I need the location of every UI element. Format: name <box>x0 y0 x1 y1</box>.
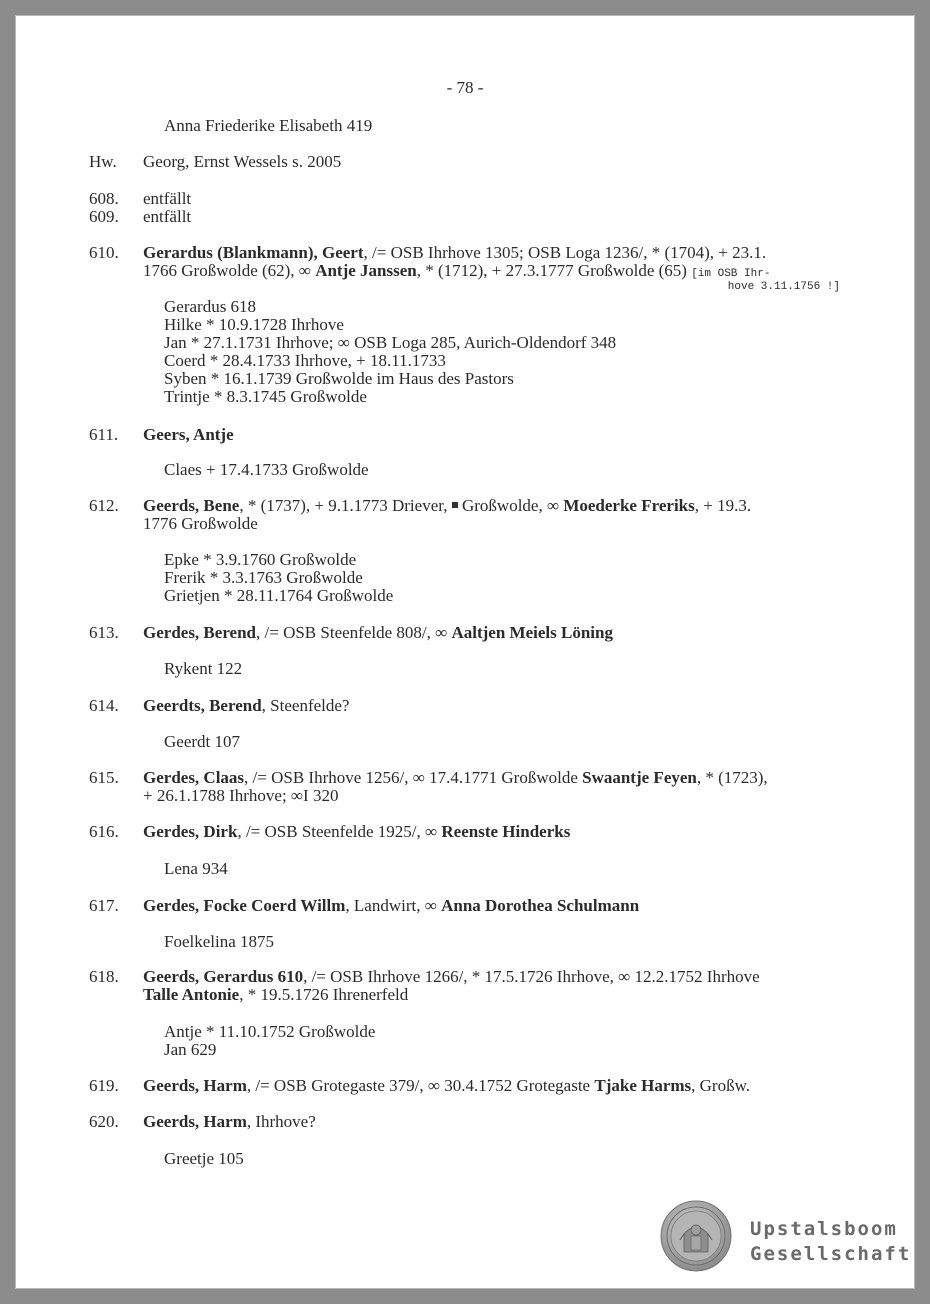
entry-618-child: Jan 629 <box>164 1040 217 1059</box>
entry-618-name: Geerds, Gerardus 610 <box>143 967 304 986</box>
entry-610-name: Gerardus (Blankmann), Geert <box>143 243 364 262</box>
entry-613-number: 613. <box>89 623 119 642</box>
entry-616-spouse: Reenste Hinderks <box>441 822 571 841</box>
entry-617-spouse: Anna Dorothea Schulmann <box>441 896 640 915</box>
entry-610-child: Hilke * 10.9.1728 Ihrhove <box>164 315 344 334</box>
entry-610-note: [im OSB Ihr- <box>691 268 771 280</box>
entry-615-number: 615. <box>89 768 119 787</box>
entry-615-spouse: Swaantje Feyen <box>582 768 697 787</box>
entry-617-number: 617. <box>89 896 119 915</box>
entry-616-number: 616. <box>89 822 119 841</box>
entry-610-spouse: Antje Janssen <box>315 261 417 280</box>
entry-614-child: Geerdt 107 <box>164 732 241 751</box>
entry-617-name: Gerdes, Focke Coerd Willm <box>143 896 346 915</box>
entry-618: Geerds, Gerardus 610, /= OSB Ihrhove 1266/, * 17.5.1726 Ihrhove, ∞ 12.2.1752 Ihrhove Talle Antonie, * 19.5.1726 Ihrenerfeld <box>143 967 760 1004</box>
entry-608-number: 608. <box>89 189 119 208</box>
seal-logo-icon <box>660 1200 732 1272</box>
entry-610-child: Coerd * 28.4.1733 Ihrhove, + 18.11.1733 <box>164 351 446 370</box>
entry-616-child: Lena 934 <box>164 859 228 878</box>
entry-611 <box>143 426 848 444</box>
entry-619-number: 619. <box>89 1076 119 1095</box>
entry-611-child: Claes + 17.4.1733 Großwolde <box>164 460 369 479</box>
entry-614-name: Geerdts, Berend <box>143 696 262 715</box>
entry-618-child: Antje * 11.10.1752 Großwolde <box>164 1022 376 1041</box>
entry-612-child: Grietjen * 28.11.1764 Großwolde <box>164 586 394 605</box>
entry-612-name: Geerds, Bene <box>143 496 240 515</box>
header-child: Anna Friederike Elisabeth 419 <box>164 116 373 135</box>
entry-610-child: Jan * 27.1.1731 Ihrhove; ∞ OSB Loga 285, Aurich-Oldendorf 348 <box>164 333 617 352</box>
entry-620-number: 620. <box>89 1112 119 1131</box>
entry-612-number: 612. <box>89 496 119 515</box>
entry-612-spouse: Moederke Freriks <box>563 496 695 515</box>
entry-610-child: Syben * 16.1.1739 Großwolde im Haus des Pastors <box>164 369 514 388</box>
entry-609-number: 609. <box>89 207 119 226</box>
entry-611-number: 611. <box>89 425 119 444</box>
entry-610-child: Trintje * 8.3.1745 Großwolde <box>164 387 367 406</box>
entry-612: Geerds, Bene, * (1737), + 9.1.1773 Driever, Großwolde, ∞ Moederke Freriks, + 19.3. 1776 Großwolde <box>143 496 752 533</box>
entry-619-name: Geerds, Harm <box>143 1076 247 1095</box>
entry-619: Geerds, Harm, /= OSB Grotegaste 379/, ∞ 30.4.1752 Grotegaste Tjake Harms, Großw. <box>143 1076 751 1095</box>
entry-620-name: Geerds, Harm <box>143 1112 247 1131</box>
entry-611-name: Geers, Antje <box>143 425 234 444</box>
entry-610-number: 610. <box>89 243 119 262</box>
hw-label: Hw. <box>89 152 117 171</box>
entry-615-name: Gerdes, Claas <box>143 768 245 787</box>
entry-613: Gerdes, Berend, /= OSB Steenfelde 808/, ∞ Aaltjen Meiels Löning <box>143 623 613 642</box>
logo-line1: Upstalsboom <box>750 1218 898 1240</box>
entry-617-child: Foelkelina 1875 <box>164 932 275 951</box>
entry-612-child: Epke * 3.9.1760 Großwolde <box>164 550 357 569</box>
entry-615: Gerdes, Claas, /= OSB Ihrhove 1256/, ∞ 17.4.1771 Großwolde Swaantje Feyen, * (1723), + 26.1.1788 Ihrhove; ∞I 320 <box>143 768 768 805</box>
entry-610-note-cont: hove 3.11.1756 !] <box>727 281 840 293</box>
entry-612-child: Frerik * 3.3.1763 Großwolde <box>164 568 363 587</box>
entry-620: Geerds, Harm, Ihrhove? <box>143 1112 316 1131</box>
entry-618-spouse: Talle Antonie <box>143 985 240 1004</box>
entry-608-text: entfällt <box>143 189 192 208</box>
entry-610-child: Gerardus 618 <box>164 297 257 316</box>
entry-613-spouse: Aaltjen Meiels Löning <box>451 623 613 642</box>
entry-610: Gerardus (Blankmann), Geert, /= OSB Ihrhove 1305; OSB Loga 1236/, * (1704), + 23.1. 1766 Großwolde (62), ∞ Antje Janssen, * (1712), + 27.3.1777 Großwolde (65) [im OSB Ihr- <box>143 243 771 280</box>
logo-line2: Gesellschaft <box>750 1243 912 1265</box>
page-number: - 78 - <box>446 78 484 97</box>
entry-613-name: Gerdes, Berend <box>143 623 257 642</box>
entry-618-number: 618. <box>89 967 119 986</box>
entry-616-name: Gerdes, Dirk <box>143 822 238 841</box>
entry-613-child: Rykent 122 <box>164 659 243 678</box>
entry-617: Gerdes, Focke Coerd Willm, Landwirt, ∞ Anna Dorothea Schulmann <box>143 896 640 915</box>
entry-616: Gerdes, Dirk, /= OSB Steenfelde 1925/, ∞ Reenste Hinderks <box>143 822 571 841</box>
entry-619-spouse: Tjake Harms <box>594 1076 692 1095</box>
entry-620-child: Greetje 105 <box>164 1149 244 1168</box>
entry-614-number: 614. <box>89 696 119 715</box>
entry-614: Geerdts, Berend, Steenfelde? <box>143 696 350 715</box>
entry-609-text: entfällt <box>143 207 192 226</box>
hw-text: Georg, Ernst Wessels s. 2005 <box>143 152 342 171</box>
